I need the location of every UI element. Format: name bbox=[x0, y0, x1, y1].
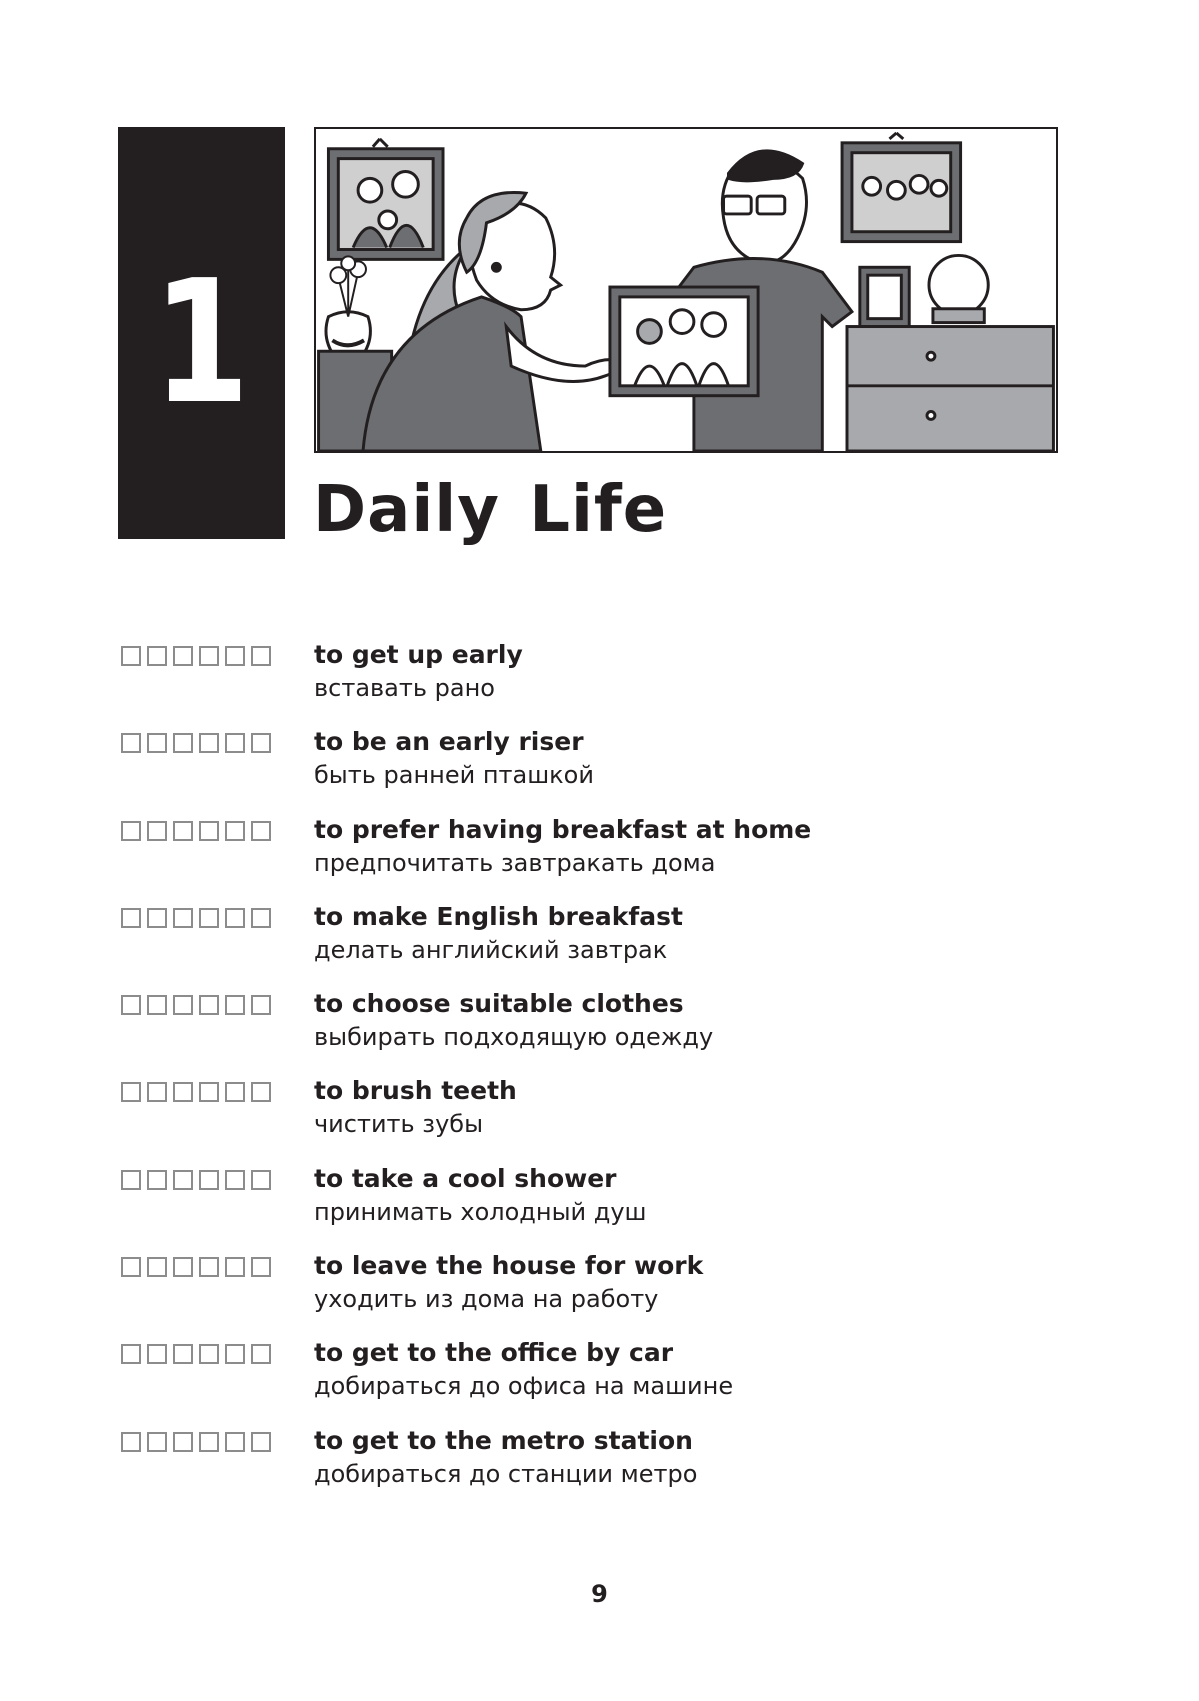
checkbox[interactable] bbox=[199, 1170, 219, 1190]
checkbox[interactable] bbox=[173, 1432, 193, 1452]
vocabulary-item bbox=[118, 1338, 1078, 1425]
checkbox[interactable] bbox=[173, 908, 193, 928]
checkbox[interactable] bbox=[121, 646, 141, 666]
checkbox[interactable] bbox=[173, 995, 193, 1015]
english-phrase: to prefer having breakfast at home bbox=[314, 814, 812, 844]
russian-translation: принимать холодный душ bbox=[314, 1197, 647, 1226]
checkbox[interactable] bbox=[147, 1344, 167, 1364]
checkbox[interactable] bbox=[199, 1082, 219, 1102]
checkbox[interactable] bbox=[251, 1432, 271, 1452]
checkbox[interactable] bbox=[251, 1344, 271, 1364]
vocabulary-item bbox=[118, 902, 1078, 989]
checkbox[interactable] bbox=[147, 1257, 167, 1277]
checkbox[interactable] bbox=[225, 908, 245, 928]
checkbox[interactable] bbox=[251, 1170, 271, 1190]
checkbox[interactable] bbox=[147, 908, 167, 928]
vocabulary-item bbox=[118, 1076, 1078, 1163]
russian-translation: вставать рано bbox=[314, 674, 495, 702]
english-phrase: to brush teeth bbox=[314, 1076, 517, 1106]
checkbox[interactable] bbox=[121, 1082, 141, 1102]
progress-checkboxes bbox=[121, 646, 271, 666]
checkbox[interactable] bbox=[251, 733, 271, 753]
progress-checkboxes bbox=[121, 1344, 271, 1364]
checkbox[interactable] bbox=[199, 646, 219, 666]
english-phrase: to choose suitable clothes bbox=[314, 989, 684, 1019]
checkbox[interactable] bbox=[251, 646, 271, 666]
progress-checkboxes bbox=[121, 1257, 271, 1277]
checkbox[interactable] bbox=[199, 1344, 219, 1364]
checkbox[interactable] bbox=[225, 1432, 245, 1452]
checkbox[interactable] bbox=[199, 995, 219, 1015]
russian-translation: чистить зубы bbox=[314, 1110, 484, 1139]
checkbox[interactable] bbox=[225, 995, 245, 1015]
checkbox[interactable] bbox=[225, 1344, 245, 1364]
checkbox[interactable] bbox=[121, 908, 141, 928]
russian-translation: делать английский завтрак bbox=[314, 935, 668, 964]
chapter-number-block bbox=[118, 127, 285, 539]
progress-checkboxes bbox=[121, 1432, 271, 1452]
english-phrase: to get up early bbox=[314, 640, 523, 669]
progress-checkboxes bbox=[121, 733, 271, 753]
progress-checkboxes bbox=[121, 821, 271, 841]
checkbox[interactable] bbox=[147, 733, 167, 753]
checkbox[interactable] bbox=[173, 1170, 193, 1190]
checkbox[interactable] bbox=[173, 646, 193, 666]
chapter-number: 1 bbox=[152, 244, 250, 442]
russian-translation: добираться до офиса на машине bbox=[314, 1372, 734, 1401]
checkbox[interactable] bbox=[251, 821, 271, 841]
english-phrase: to get to the metro station bbox=[314, 1425, 693, 1455]
russian-translation: предпочитать завтракать дома bbox=[314, 848, 716, 877]
checkbox[interactable] bbox=[147, 1082, 167, 1102]
vocabulary-item bbox=[118, 1164, 1078, 1251]
checkbox[interactable] bbox=[225, 646, 245, 666]
checkbox[interactable] bbox=[225, 1082, 245, 1102]
checkbox[interactable] bbox=[147, 1432, 167, 1452]
checkbox[interactable] bbox=[173, 1257, 193, 1277]
checkbox[interactable] bbox=[225, 1257, 245, 1277]
checkbox[interactable] bbox=[225, 821, 245, 841]
checkbox[interactable] bbox=[173, 821, 193, 841]
english-phrase: to get to the office by car bbox=[314, 1338, 674, 1368]
russian-translation: быть ранней пташкой bbox=[314, 761, 594, 790]
checkbox[interactable] bbox=[251, 908, 271, 928]
page-number: 9 bbox=[591, 1580, 608, 1608]
checkbox[interactable] bbox=[199, 821, 219, 841]
checkbox[interactable] bbox=[225, 733, 245, 753]
checkbox[interactable] bbox=[173, 1344, 193, 1364]
checkbox[interactable] bbox=[121, 1170, 141, 1190]
checkbox[interactable] bbox=[199, 1257, 219, 1277]
english-phrase: to leave the house for work bbox=[314, 1251, 704, 1281]
english-phrase: to take a cool shower bbox=[314, 1163, 617, 1193]
checkbox[interactable] bbox=[173, 1082, 193, 1102]
vocabulary-item bbox=[118, 1251, 1078, 1338]
english-phrase: to make English breakfast bbox=[314, 901, 683, 931]
checkbox[interactable] bbox=[251, 995, 271, 1015]
russian-translation: добираться до станции метро bbox=[314, 1459, 698, 1488]
progress-checkboxes bbox=[121, 908, 271, 928]
checkbox[interactable] bbox=[199, 1432, 219, 1452]
english-phrase: to be an early riser bbox=[314, 727, 584, 757]
russian-translation: выбирать подходящую одежду bbox=[314, 1023, 714, 1052]
checkbox[interactable] bbox=[121, 1257, 141, 1277]
checkbox[interactable] bbox=[147, 1170, 167, 1190]
vocabulary-item bbox=[118, 1426, 1078, 1513]
progress-checkboxes bbox=[121, 1082, 271, 1102]
checkbox[interactable] bbox=[251, 1257, 271, 1277]
chapter-illustration bbox=[314, 127, 1058, 453]
vocabulary-item bbox=[118, 727, 1078, 814]
checkbox[interactable] bbox=[173, 733, 193, 753]
checkbox[interactable] bbox=[147, 646, 167, 666]
checkbox[interactable] bbox=[225, 1170, 245, 1190]
russian-translation: уходить из дома на работу bbox=[314, 1285, 659, 1314]
progress-checkboxes bbox=[121, 1170, 271, 1190]
checkbox[interactable] bbox=[251, 1082, 271, 1102]
checkbox[interactable] bbox=[147, 995, 167, 1015]
checkbox[interactable] bbox=[199, 908, 219, 928]
vocabulary-item bbox=[118, 989, 1078, 1076]
checkbox[interactable] bbox=[121, 995, 141, 1015]
checkbox[interactable] bbox=[121, 821, 141, 841]
checkbox[interactable] bbox=[147, 821, 167, 841]
family-photos-illustration bbox=[316, 129, 1056, 451]
checkbox[interactable] bbox=[121, 1344, 141, 1364]
vocabulary-item bbox=[118, 815, 1078, 902]
checkbox[interactable] bbox=[121, 1432, 141, 1452]
progress-checkboxes bbox=[121, 995, 271, 1015]
vocabulary-item bbox=[118, 640, 1078, 727]
chapter-title: Daily Life bbox=[313, 473, 668, 547]
checkbox[interactable] bbox=[121, 733, 141, 753]
checkbox[interactable] bbox=[199, 733, 219, 753]
vocabulary-list bbox=[118, 640, 1078, 1513]
